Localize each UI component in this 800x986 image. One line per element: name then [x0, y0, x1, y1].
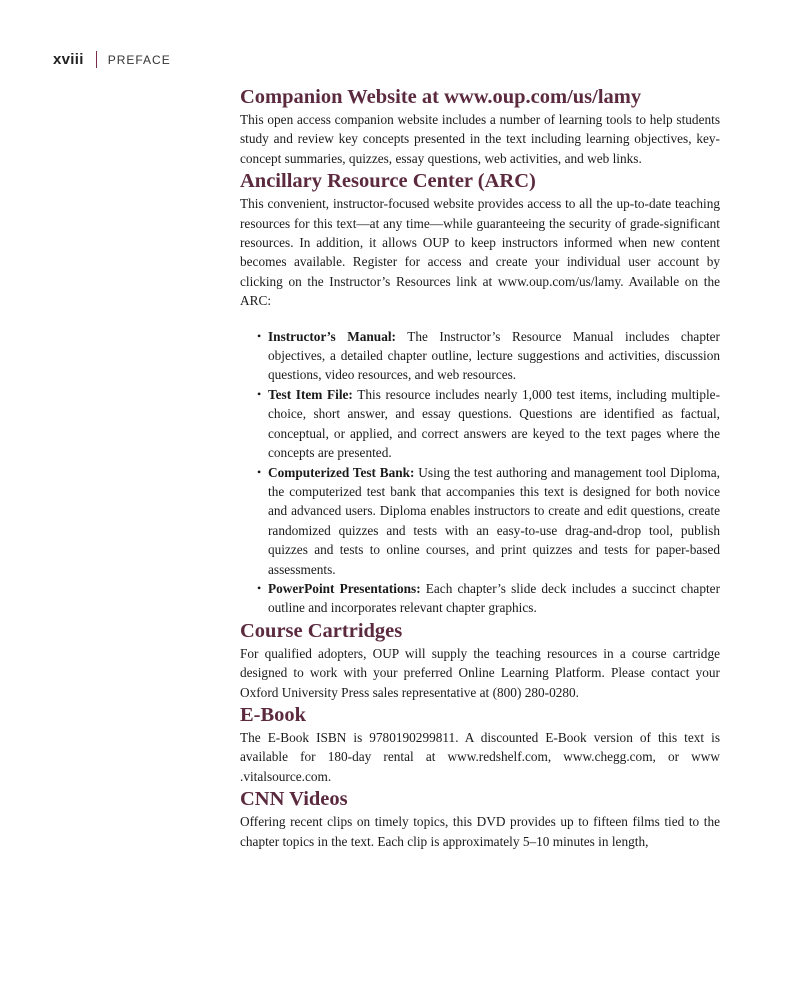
bullet-icon: •: [257, 386, 262, 401]
list-item-label: Computerized Test Bank:: [268, 464, 415, 480]
running-head: [53, 51, 171, 68]
section-body-arc: This convenient, instructor-focused website provides access to all the up-to-date teaching resources for this text—at any time—while guaranteeing the security of grade-significant resources. In addition, it allows OUP to keep instructors informed when new content becomes available. Register for access and create your individual user account by clicking on the Instructor’s Resources link at www.oup.com/us/lamy. Available on the ARC:: [240, 196, 720, 309]
list-item: [240, 579, 720, 618]
section-title-ebook: E-Book: [240, 703, 307, 726]
bullet-icon: •: [257, 464, 262, 479]
arc-resource-list: [240, 327, 720, 618]
list-item-text: Each chapter’s slide deck includes a succinct chapter outline and incorporates relevant chapter graphics.: [268, 580, 720, 616]
page-number: xviii: [53, 51, 84, 68]
list-item-label: Instructor’s Manual:: [268, 328, 396, 344]
section-body-cnn-videos: Offering recent clips on timely topics, this DVD provides up to fifteen films tied to the chapter topics in the text. Each clip is approximately 5–10 minutes in length,: [240, 814, 720, 849]
section-title-arc: Ancillary Resource Center (ARC): [240, 170, 536, 193]
list-item: [240, 327, 720, 385]
list-item-text: This resource includes nearly 1,000 test items, including multiple-choice, short answer, and essay questions. Questions are identified as factual, conceptual, or applied, and correct answers are keyed to the text pages where the concepts are presented.: [268, 386, 720, 461]
section-title-cnn-videos: CNN Videos: [240, 788, 348, 811]
section-body-ebook: The E-Book ISBN is 9780190299811. A discounted E-Book version of this text is available for 180-day rental at www.redshelf.com, www.chegg.com, or www .vitalsource.com.: [240, 729, 720, 784]
bullet-icon: •: [257, 328, 262, 343]
list-item-label: Test Item File:: [268, 386, 353, 402]
bullet-icon: •: [257, 580, 262, 595]
header-divider: [96, 51, 97, 68]
section-title-companion-website: Companion Website at www.oup.com/us/lamy: [240, 86, 642, 108]
section-title-course-cartridges: Course Cartridges: [240, 619, 403, 642]
list-item-label: PowerPoint Presentations:: [268, 580, 421, 596]
list-item-text: The Instructor’s Resource Manual includes chapter objectives, a detailed chapter outline, lecture suggestions and activities, discussion questions, video resources, and web resources.: [268, 328, 720, 383]
running-section-title: PREFACE: [107, 52, 171, 67]
section-body-course-cartridges: For qualified adopters, OUP will supply the teaching resources in a course cartridge designed to work with your preferred Online Learning Platform. Please contact your Oxford University Press sales representative at (800) 280-0280.: [240, 645, 720, 700]
section-body-companion-website: This open access companion website includes a number of learning tools to help students study and review key concepts presented in the text including learning objectives, key-concept summaries, quizzes, essay questions, web activities, and web links.: [240, 112, 720, 166]
list-item: [240, 463, 720, 579]
page-content: [240, 84, 720, 851]
list-item-text: Using the test authoring and management tool Diploma, the computerized test bank that accompanies this text is designed for both novice and advanced users. Diploma enables instructors to create and edit questions, create randomized quizzes and tests with an easy-to-use drag-and-drop tool, publish quizzes and tests to online courses, and print quizzes and tests for paper-based assessments.: [268, 464, 720, 577]
list-item: [240, 385, 720, 463]
